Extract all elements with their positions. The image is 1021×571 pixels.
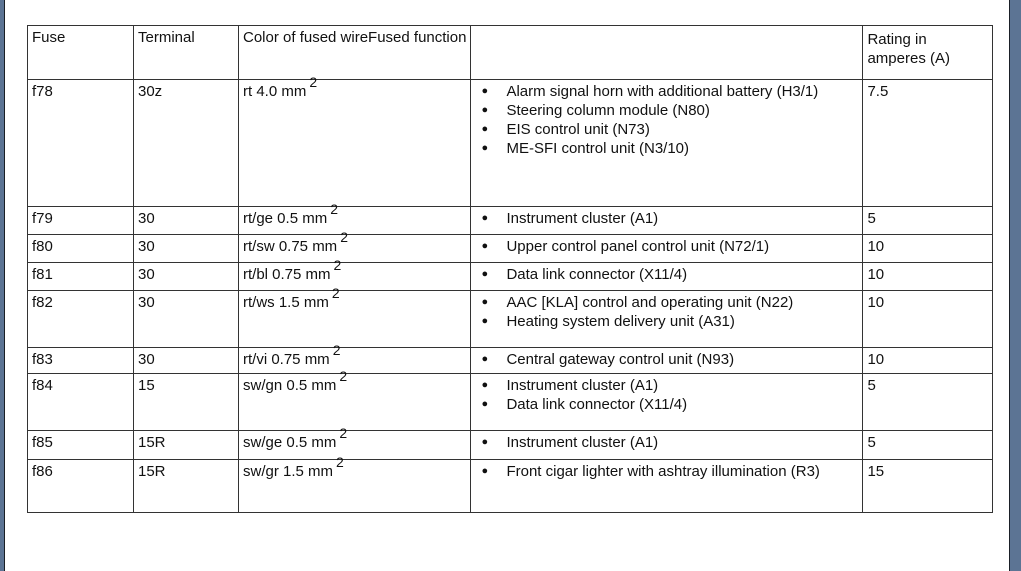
- terminal-cell: [134, 431, 239, 460]
- wire-color-cell: [239, 368, 471, 431]
- terminal-value: 30: [138, 266, 155, 283]
- wire-color-cell: [239, 285, 471, 348]
- terminal-value: 30: [138, 351, 155, 368]
- table-row: [28, 348, 993, 374]
- function-cell: [471, 348, 863, 374]
- wire-color-cell: [239, 454, 471, 513]
- function-cell: [471, 291, 863, 348]
- function-item: ● ME-SFI control unit (N3/10): [475, 139, 858, 158]
- rating-cell: [863, 431, 993, 460]
- fuse-cell: [28, 460, 134, 513]
- superscript-2: 2: [340, 229, 348, 245]
- wire-color: rt/bl 0.75 mm: [243, 266, 331, 283]
- terminal-cell: [134, 348, 239, 374]
- fuse-cell: [28, 374, 134, 431]
- function-list: [475, 433, 858, 452]
- function-list: [475, 237, 858, 256]
- wire-color-cell: [239, 257, 471, 291]
- function-list: [475, 350, 858, 369]
- rating-cell: [863, 291, 993, 348]
- function-list: [475, 265, 858, 284]
- rating-cell: [863, 235, 993, 263]
- rating-value: 5: [867, 377, 876, 394]
- function-cell: [471, 207, 863, 235]
- wire-color-cell: [239, 425, 471, 460]
- function-item: ● Instrument cluster (A1): [475, 376, 858, 395]
- terminal-cell: [134, 235, 239, 263]
- superscript-2: 2: [333, 257, 342, 273]
- terminal-cell: [134, 291, 239, 348]
- terminal-cell: [134, 80, 239, 207]
- fuse-id: f79: [32, 210, 53, 227]
- header-terminal: Terminal: [134, 26, 239, 80]
- function-cell: [471, 263, 863, 291]
- wire-color: sw/gr 1.5 mm: [243, 463, 334, 480]
- rating-value: 5: [867, 434, 876, 451]
- terminal-value: 30: [138, 238, 155, 255]
- function-cell: [471, 431, 863, 460]
- wire-color-cell: [239, 342, 471, 374]
- fuse-cell: [28, 431, 134, 460]
- terminal-value: 15R: [138, 434, 166, 451]
- fuse-id: f86: [32, 463, 53, 480]
- fuse-id: f80: [32, 238, 53, 255]
- rating-value: 10: [867, 351, 885, 368]
- fuse-cell: [28, 207, 134, 235]
- table-row: [28, 80, 993, 207]
- terminal-value: 30: [138, 294, 155, 311]
- wire-color: sw/gn 0.5 mm: [243, 377, 337, 394]
- function-item: ● Central gateway control unit (N93): [475, 350, 858, 369]
- table-row: [28, 235, 993, 263]
- superscript-2: 2: [330, 201, 338, 217]
- fuse-table: [27, 25, 993, 513]
- wire-color: rt/ws 1.5 mm: [243, 294, 329, 311]
- rating-cell: [863, 460, 993, 513]
- header-rating: Rating in amperes (A): [863, 26, 993, 80]
- header-function: [471, 26, 863, 80]
- rating-value: 5: [867, 210, 876, 227]
- fuse-id: f81: [32, 266, 53, 283]
- terminal-value: 30: [138, 210, 155, 227]
- function-item: ● AAC [KLA] control and operating unit (N22): [475, 293, 858, 312]
- rating-value: 10: [867, 238, 885, 255]
- table-row: [28, 374, 993, 431]
- rating-cell: [863, 374, 993, 431]
- table-row: [28, 431, 993, 460]
- header-color-function: [239, 26, 471, 80]
- function-item: ● Steering column module (N80): [475, 101, 858, 120]
- rating-cell: [863, 348, 993, 374]
- terminal-value: 30z: [138, 83, 163, 100]
- fuse-cell: [28, 80, 134, 207]
- fuse-id: f82: [32, 294, 53, 311]
- function-list: [475, 82, 858, 158]
- table-row: [28, 460, 993, 513]
- terminal-cell: [134, 207, 239, 235]
- function-cell: [471, 80, 863, 207]
- wire-color: rt/sw 0.75 mm: [243, 238, 338, 255]
- function-list: [475, 293, 858, 331]
- scrollbar-track[interactable]: [1010, 0, 1021, 571]
- function-item: ● Instrument cluster (A1): [475, 209, 858, 228]
- wire-color-cell: [239, 74, 471, 207]
- function-item: ● Data link connector (X11/4): [475, 265, 858, 284]
- fuse-id: f78: [32, 83, 53, 100]
- function-list: [475, 462, 858, 481]
- fuse-id: f84: [32, 377, 53, 394]
- rating-cell: [863, 80, 993, 207]
- header-color-text: Color of fused wireFused function: [243, 29, 467, 46]
- function-list: [475, 376, 858, 414]
- function-cell: [471, 374, 863, 431]
- wire-color: rt 4.0 mm: [243, 83, 307, 100]
- superscript-2: 2: [332, 342, 341, 358]
- table-row: [28, 207, 993, 235]
- rating-cell: [863, 207, 993, 235]
- function-cell: [471, 235, 863, 263]
- wire-color-cell: [239, 229, 471, 263]
- superscript-2: 2: [331, 285, 340, 301]
- function-item: ● Front cigar lighter with ashtray illumination (R3): [475, 462, 858, 481]
- terminal-value: 15R: [138, 463, 166, 480]
- wire-color-cell: [239, 201, 471, 235]
- function-item: ● Instrument cluster (A1): [475, 433, 858, 452]
- function-cell: [471, 460, 863, 513]
- terminal-cell: [134, 374, 239, 431]
- superscript-2: 2: [336, 454, 344, 470]
- table-header-row: [28, 26, 993, 80]
- function-item: ● EIS control unit (N73): [475, 120, 858, 139]
- fuse-id: f85: [32, 434, 53, 451]
- fuse-cell: [28, 348, 134, 374]
- superscript-2: 2: [309, 74, 318, 90]
- rating-value: 10: [867, 266, 885, 283]
- rating-value: 10: [867, 294, 885, 311]
- fuse-id: f83: [32, 351, 53, 368]
- rating-cell: [863, 263, 993, 291]
- header-fuse: Fuse: [28, 26, 134, 80]
- table-row: [28, 291, 993, 348]
- function-item: ● Data link connector (X11/4): [475, 395, 858, 414]
- superscript-2: 2: [339, 425, 348, 441]
- function-list: [475, 209, 858, 228]
- function-item: ● Upper control panel control unit (N72/1): [475, 237, 858, 256]
- rating-value: 15: [867, 463, 885, 480]
- terminal-cell: [134, 460, 239, 513]
- fuse-cell: [28, 291, 134, 348]
- superscript-2: 2: [339, 368, 348, 384]
- table-row: [28, 263, 993, 291]
- terminal-value: 15: [138, 377, 155, 394]
- wire-color: sw/ge 0.5 mm: [243, 434, 337, 451]
- terminal-cell: [134, 263, 239, 291]
- function-item: ● Heating system delivery unit (A31): [475, 312, 858, 331]
- wire-color: rt/ge 0.5 mm: [243, 210, 328, 227]
- fuse-cell: [28, 263, 134, 291]
- wire-color: rt/vi 0.75 mm: [243, 351, 330, 368]
- function-item: ● Alarm signal horn with additional battery (H3/1): [475, 82, 858, 101]
- fuse-cell: [28, 235, 134, 263]
- rating-value: 7.5: [867, 83, 889, 100]
